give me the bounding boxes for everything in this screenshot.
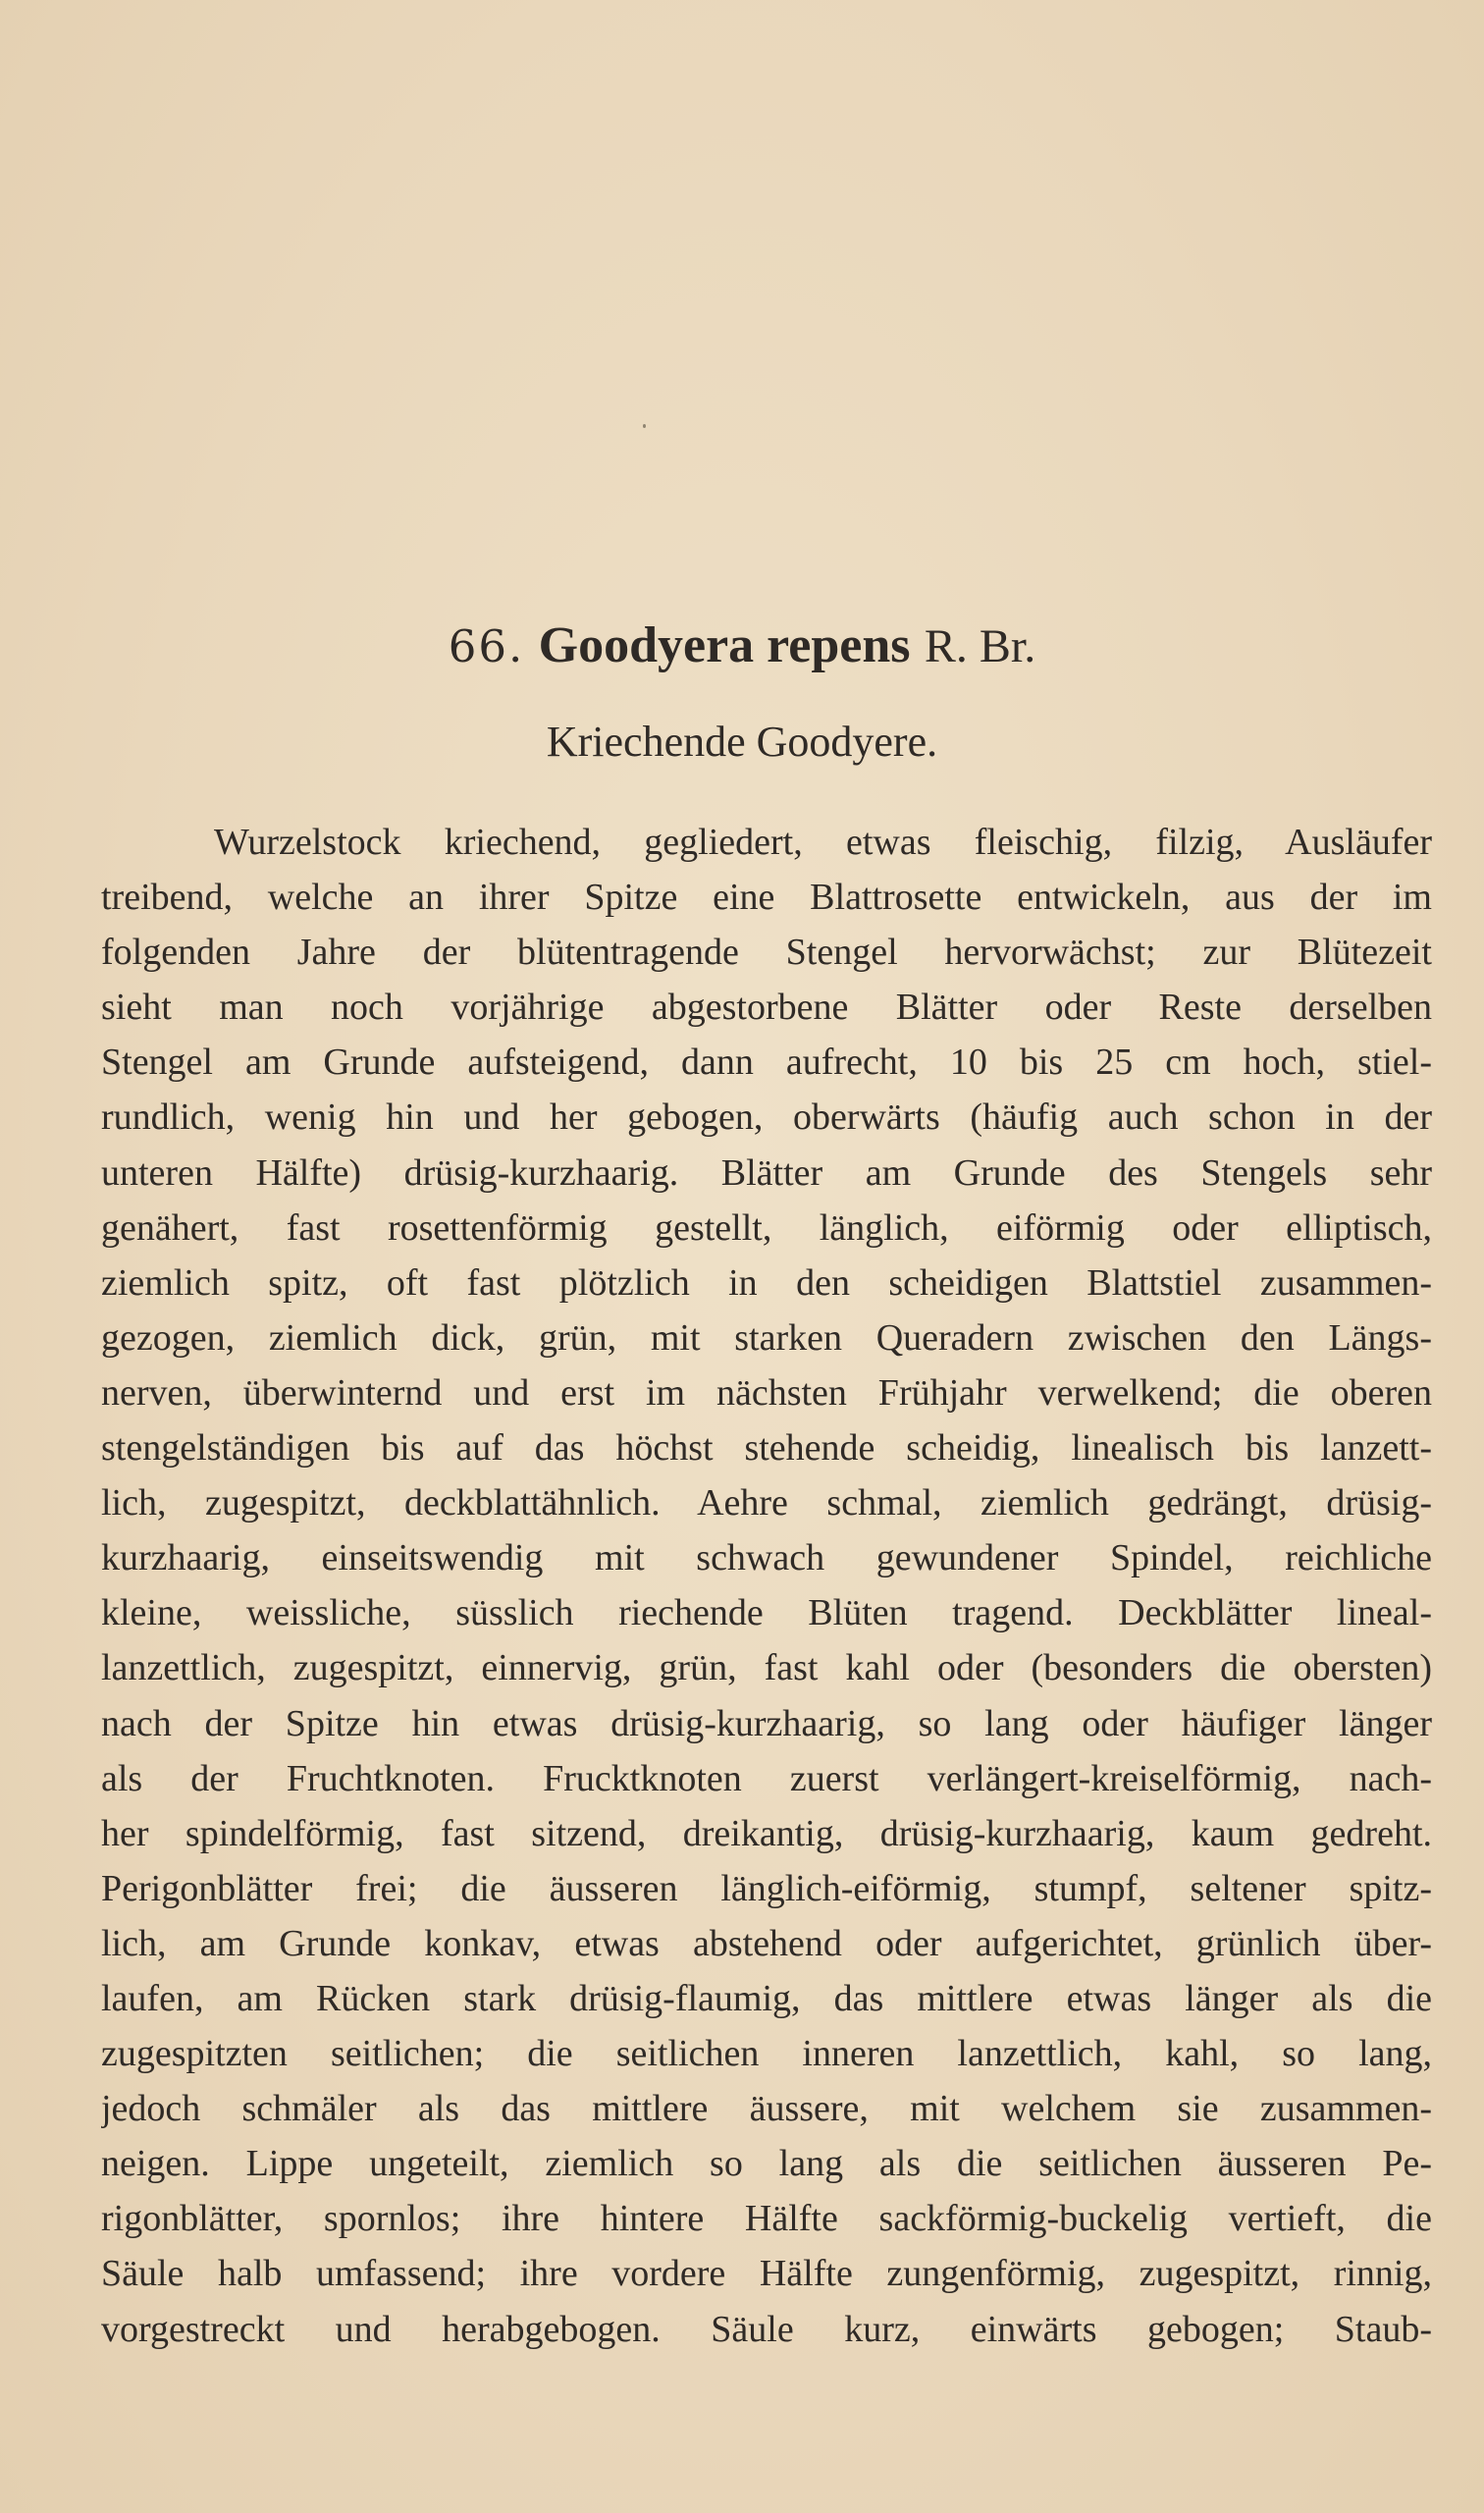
text-line: nerven, überwinternd und erst im nächsten Frühjahr verwelkend; die oberen <box>101 1371 1432 1414</box>
text-line: unteren Hälfte) drüsig-kurzhaarig. Blätter am Grunde des Stengels sehr <box>101 1151 1432 1194</box>
text-line: genähert, fast rosettenförmig gestellt, länglich, eiförmig oder elliptisch, <box>101 1206 1432 1249</box>
text-line: sieht man noch vorjährige abgestorbene Blätter oder Reste derselben <box>101 987 1432 1029</box>
text-line: folgenden Jahre der blütentragende Stengel hervorwächst; zur Blütezeit <box>101 932 1432 974</box>
text-line: lich, zugespitzt, deckblattähnlich. Aehre schmal, ziemlich gedrängt, drüsig- <box>101 1482 1432 1524</box>
paper-speck <box>643 424 646 428</box>
description-text <box>101 815 1432 2357</box>
text-line: laufen, am Rücken stark drüsig-flaumig, das mittlere etwas länger als die <box>101 1977 1432 2019</box>
text-line: kleine, weissliche, süsslich riechende Blüten tragend. Deckblätter lineal- <box>101 1592 1432 1634</box>
text-line: jedoch schmäler als das mittlere äussere, mit welchem sie zusammen- <box>101 2088 1432 2130</box>
species-name: Goodyera repens <box>538 617 911 673</box>
text-line: Wurzelstock kriechend, gegliedert, etwas fleischig, filzig, Ausläufer <box>214 822 1432 863</box>
species-author: R. Br. <box>924 620 1036 672</box>
text-line: lich, am Grunde konkav, etwas abstehend oder aufgerichtet, grünlich über- <box>101 1922 1432 1964</box>
text-line: rundlich, wenig hin und her gebogen, oberwärts (häufig auch schon in der <box>101 1096 1432 1139</box>
species-number: 66. <box>448 620 525 672</box>
text-line: Stengel am Grunde aufsteigend, dann aufrecht, 10 bis 25 cm hoch, stiel- <box>101 1042 1432 1084</box>
text-line: gezogen, ziemlich dick, grün, mit starken Queradern zwischen den Längs- <box>101 1316 1432 1359</box>
text-line: zugespitzten seitlichen; die seitlichen inneren lanzettlich, kahl, so lang, <box>101 2033 1432 2075</box>
text-line: als der Fruchtknoten. Frucktknoten zuerst verlängert-kreiselförmig, nach- <box>101 1757 1432 1799</box>
text-line: stengelständigen bis auf das höchst stehende scheidig, linealisch bis lanzett- <box>101 1427 1432 1470</box>
text-line: neigen. Lippe ungeteilt, ziemlich so lang als die seitlichen äusseren Pe- <box>101 2143 1432 2185</box>
text-line: kurzhaarig, einseitswendig mit schwach gewundener Spindel, reichliche <box>101 1537 1432 1579</box>
text-line: rigonblätter, spornlos; ihre hintere Hälfte sackförmig-buckelig vertieft, die <box>101 2198 1432 2240</box>
species-heading <box>0 616 1484 676</box>
text-line: Perigonblätter frei; die äusseren länglich-eiförmig, stumpf, seltener spitz- <box>101 1867 1432 1909</box>
text-line: vorgestreckt und herabgebogen. Säule kurz, einwärts gebogen; Staub- <box>101 2308 1432 2350</box>
text-line: Säule halb umfassend; ihre vordere Hälfte zungenförmig, zugespitzt, rinnig, <box>101 2253 1432 2295</box>
text-line: nach der Spitze hin etwas drüsig-kurzhaarig, so lang oder häufiger länger <box>101 1702 1432 1744</box>
text-line: treibend, welche an ihrer Spitze eine Blattrosette entwickeln, aus der im <box>101 877 1432 919</box>
common-name: Kriechende Goodyere. <box>546 718 938 766</box>
text-line: her spindelförmig, fast sitzend, dreikantig, drüsig-kurzhaarig, kaum gedreht. <box>101 1812 1432 1854</box>
text-line: ziemlich spitz, oft fast plötzlich in den scheidigen Blattstiel zusammen- <box>101 1261 1432 1304</box>
text-line: lanzettlich, zugespitzt, einnervig, grün, fast kahl oder (besonders die obersten) <box>101 1647 1432 1689</box>
